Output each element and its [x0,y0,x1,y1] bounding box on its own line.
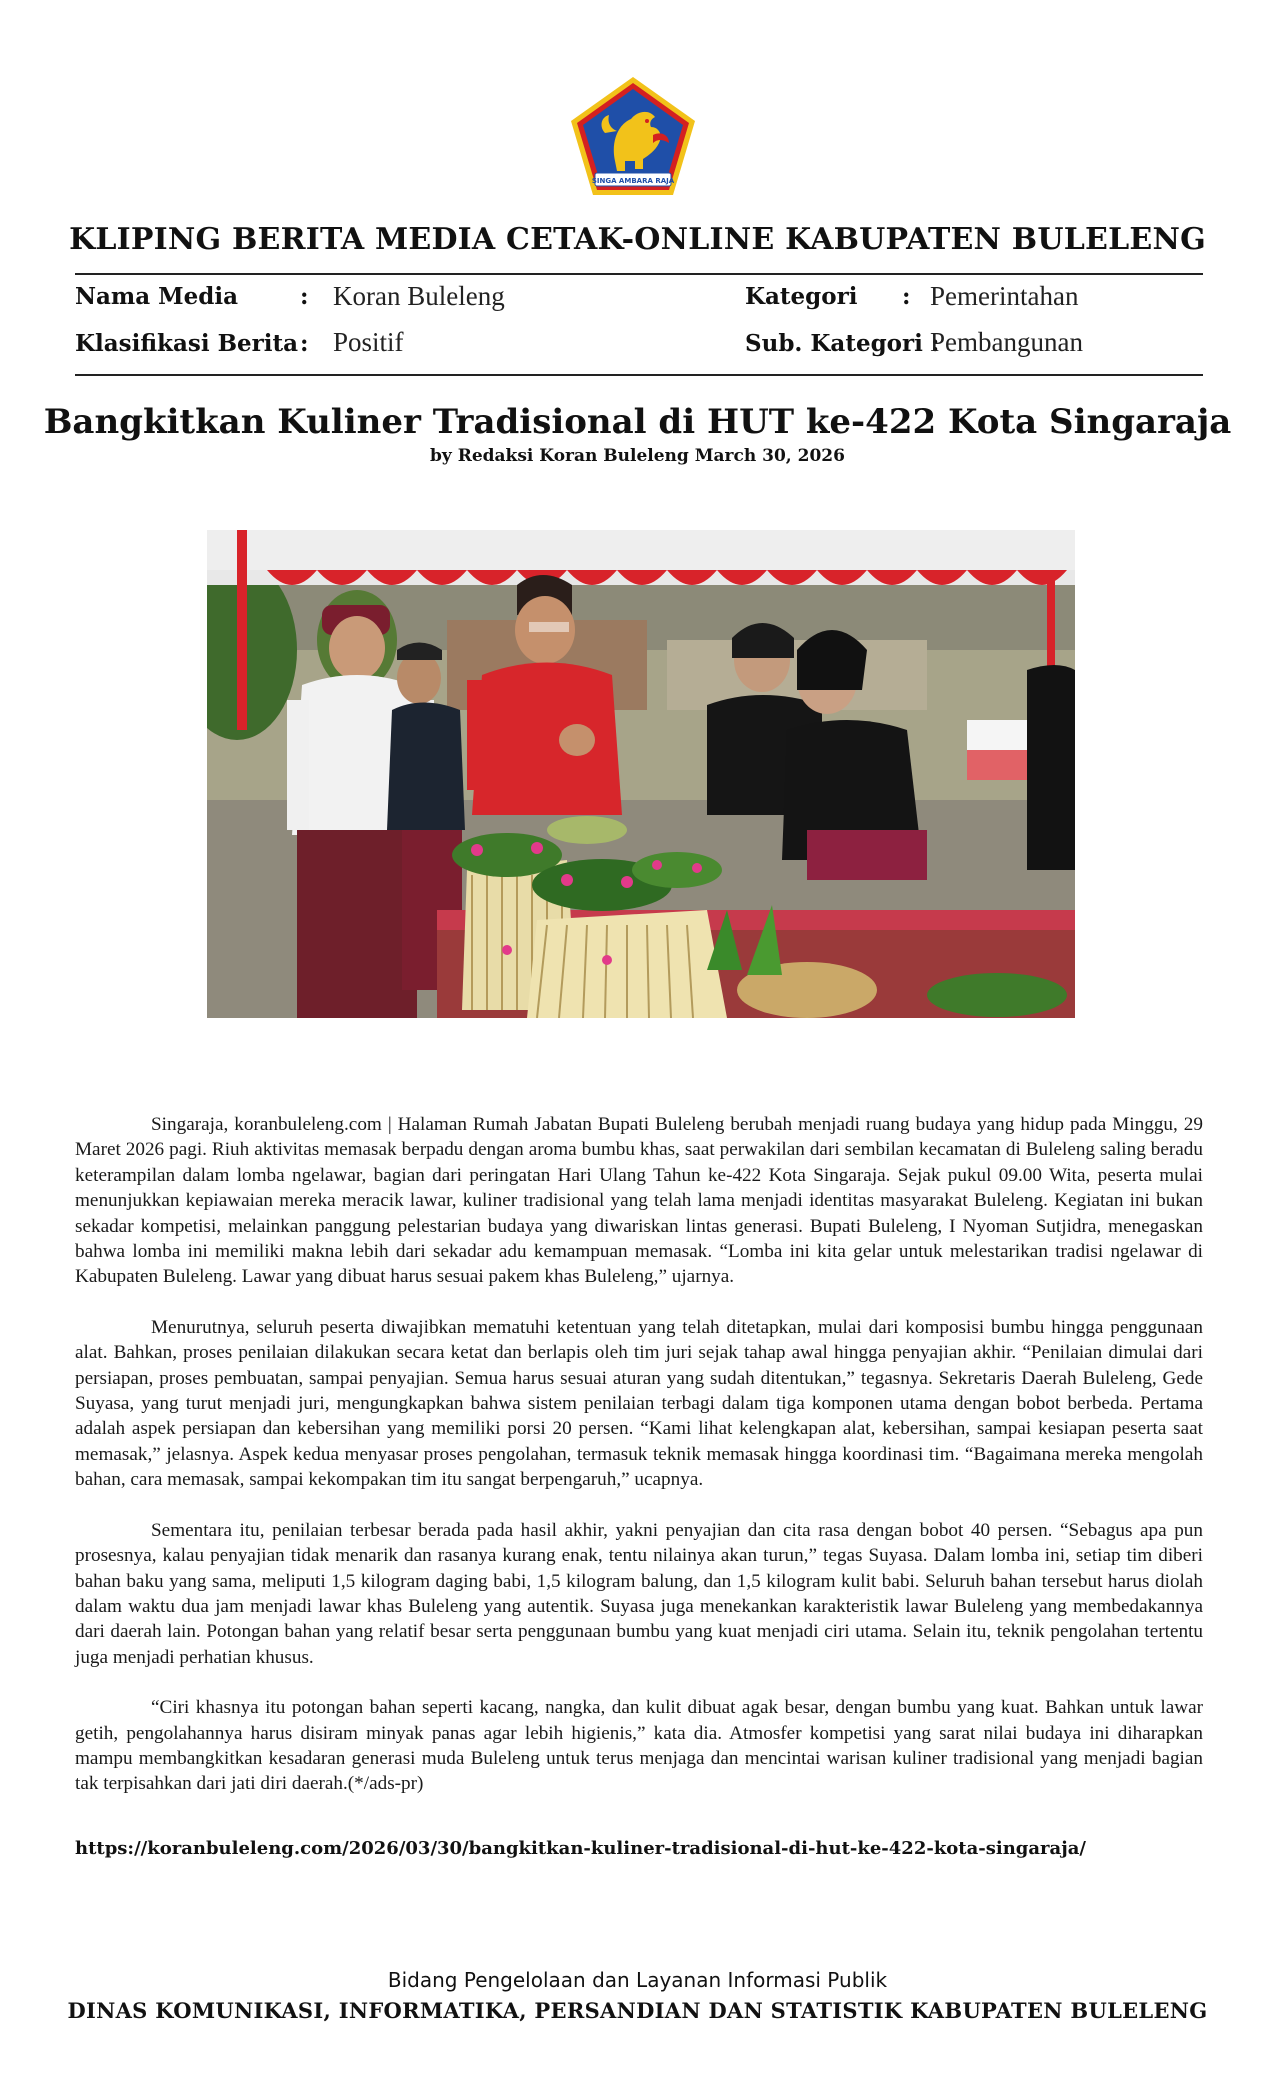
top-divider [75,273,1203,275]
kategori-label: Kategori [745,283,858,310]
article-title: Bangkitkan Kuliner Tradisional di HUT ke-422 Kota Singaraja [43,402,1232,442]
regency-logo [565,73,701,203]
kategori-value: Pemerintahan [930,281,1079,311]
bottom-divider [75,374,1203,376]
article-paragraph: Sementara itu, penilaian terbesar berada pada hasil akhir, yakni penyajian dan cita rasa dengan bobot 40 persen. “Sebagus apa pun prosesnya, kalau penyajian tidak menarik dan rasanya kurang enak, tentu nilainya akan turun,” tegas Suyasa. Dalam lomba ini, setiap tim diberi bahan baku yang sama, meliputi 1,5 kilogram daging babi, 1,5 kilogram balung, dan 1,5 kilogram kulit babi. Seluruh bahan tersebut harus diolah dalam waktu dua jam menjadi lawar khas Buleleng yang autentik. Suyasa juga menekankan karakteristik lawar Buleleng yang membedakannya dari daerah lain. Potongan bahan yang relatif besar serta penggunaan bumbu yang kuat menjadi ciri utama. Selain itu, teknik pengolahan tertentu juga menjadi perhatian khusus. [75,1519,1203,1668]
footer-agency: DINAS KOMUNIKASI, INFORMATIKA, PERSANDIAN DAN STATISTIK KABUPATEN BULELENG [67,1998,1208,2023]
meta-separator: : [300,283,309,310]
sub-kategori-value: Pembangunan [930,327,1083,357]
article-body [75,1112,1203,1822]
article-paragraph: “Ciri khasnya itu potongan bahan seperti kacang, nangka, dan kulit dibuat agak besar, dengan bumbu yang kuat. Bahkan untuk lawar getih, pengolahannya harus disiram minyak panas agar lebih higienis,” kata dia. Atmosfer kompetisi yang sarat nilai budaya ini diharapkan mampu membangkitkan kesadaran generasi muda Buleleng untuk terus menjaga dan mencintai warisan kuliner tradisional yang menjadi bagian tak terpisahkan dari jati diri daerah.(*/ads-pr) [75,1697,1203,1795]
sub-kategori-label: Sub. Kategori : [745,330,940,357]
svg-text:SINGA AMBARA RAJA: SINGA AMBARA RAJA [591,177,675,185]
source-url[interactable]: https://koranbuleleng.com/2026/03/30/bangkitkan-kuliner-tradisional-di-hut-ke-422-kota-singaraja/ [75,1838,1086,1859]
article-byline: by Redaksi Koran Buleleng March 30, 2026 [430,446,845,466]
klasifikasi-label: Klasifikasi Berita [75,330,299,357]
article-photo [207,530,1075,1018]
article-paragraph: Singaraja, koranbuleleng.com | Halaman Rumah Jabatan Bupati Buleleng berubah menjadi ruang budaya yang hidup pada Minggu, 29 Maret 2026 pagi. Riuh aktivitas memasak berpadu dengan aroma bumbu khas, saat perwakilan dari sembilan kecamatan di Buleleng saling beradu keterampilan dalam lomba ngelawar, bagian dari peringatan Hari Ulang Tahun ke-422 Kota Singaraja. Sejak pukul 09.00 Wita, peserta mulai menunjukkan kepiawaian mereka meracik lawar, kuliner tradisional yang telah lama menjadi identitas masyarakat Buleleng. Kegiatan ini bukan sekadar kompetisi, melainkan panggung pelestarian budaya yang diwariskan lintas generasi. Bupati Buleleng, I Nyoman Sutjidra, menegaskan bahwa lomba ini memiliki makna lebih dari sekadar adu kemampuan memasak. “Lomba ini kita gelar untuk melestarikan tradisi ngelawar di Kabupaten Buleleng. Lawar yang dibuat harus sesuai pakem khas Buleleng,” ujarnya. [75,1114,1203,1288]
klasifikasi-value: Positif [333,327,404,357]
nama-media-label: Nama Media [75,283,238,310]
footer-subtitle: Bidang Pengelolaan dan Layanan Informasi Publik [387,1968,888,1992]
meta-separator: : [902,283,911,310]
meta-separator: : [300,330,309,357]
article-paragraph: Menurutnya, seluruh peserta diwajibkan mematuhi ketentuan yang telah ditetapkan, mulai dari komposisi bumbu hingga penggunaan alat. Bahkan, proses penilaian dilakukan secara ketat dan berlapis oleh tim juri sejak tahap awal hingga penyajian akhir. “Penilaian dimulai dari persiapan, proses pembuatan, sampai penyajian. Semua harus sesuai aturan yang sudah ditentukan,” tegasnya. Sekretaris Daerah Buleleng, Gede Suyasa, yang turut menjadi juri, mengungkapkan bahwa sistem penilaian terbagi dalam tiga komponen utama dengan bobot berbeda. Pertama adalah aspek persiapan dan kebersihan yang memiliki porsi 20 persen. “Kami lihat kelengkapan alat, kebersihan, sampai kesiapan peserta saat memasak,” jelasnya. Aspek kedua menyasar proses pengolahan, termasuk teknik memasak hingga koordinasi tim. “Bagaimana mereka mengolah bahan, cara memasak, sampai kekompakan tim itu sangat berpengaruh,” ucapnya. [75,1316,1203,1491]
clipping-title: KLIPING BERITA MEDIA CETAK-ONLINE KABUPATEN BULELENG [69,222,1206,257]
buleleng-coat-of-arms-icon [565,73,701,203]
nama-media-value: Koran Buleleng [333,281,505,311]
